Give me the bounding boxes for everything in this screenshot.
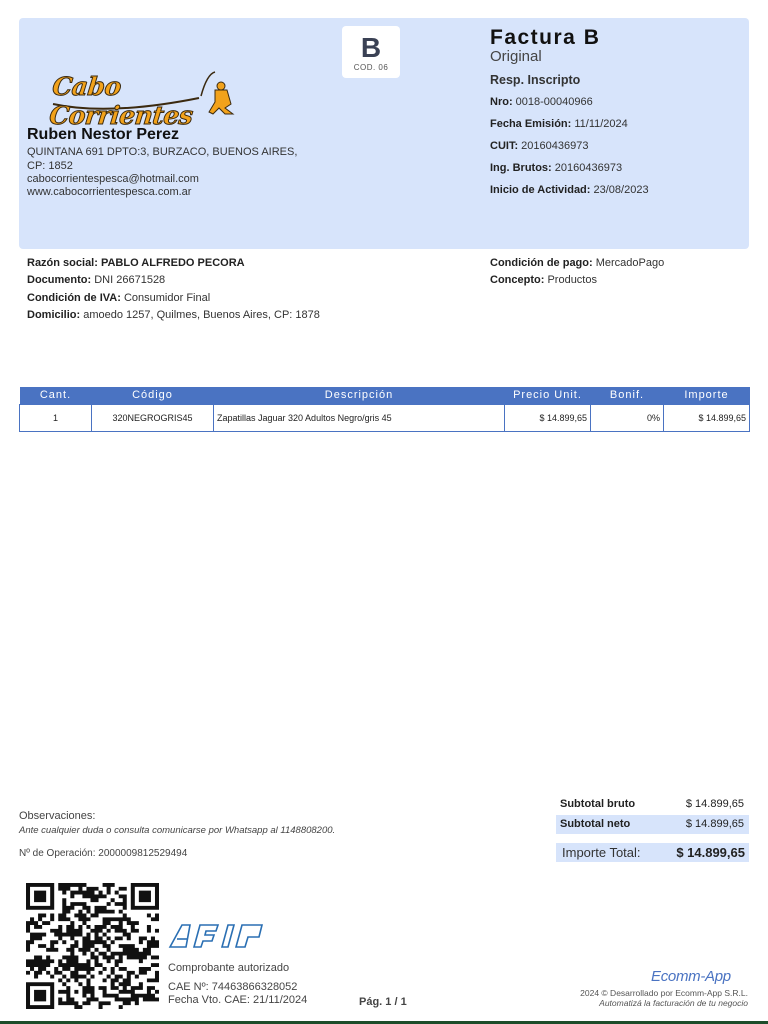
client-razon-value: PABLO ALFREDO PECORA xyxy=(100,257,245,269)
client-pago-label: Condición de pago: xyxy=(490,257,593,269)
observations-text: Ante cualquier duda o consulta comunicarse por Whatsapp al 1148808200. xyxy=(19,825,336,836)
client-pago xyxy=(490,257,664,269)
subtotal-neto-row xyxy=(556,815,749,834)
cell-codigo: 320NEGROGRIS45 xyxy=(92,404,214,431)
total-value: $ 14.899,65 xyxy=(676,845,745,860)
invoice-number xyxy=(490,96,593,108)
client-domicilio-label: Domicilio: xyxy=(27,309,81,321)
header-precio: Precio Unit. xyxy=(505,387,591,404)
issuer-address-line2: CP: 1852 xyxy=(27,160,73,172)
client-concepto-label: Concepto: xyxy=(490,274,545,286)
operation-number xyxy=(19,848,187,859)
client-pago-value: MercadoPago xyxy=(595,257,665,269)
subtotal-bruto-row xyxy=(556,795,749,814)
invoice-resp: Resp. Inscripto xyxy=(490,73,581,87)
client-domicilio xyxy=(27,309,320,321)
invoice-letter-box xyxy=(342,26,400,78)
invoice-inicio-value: 23/08/2023 xyxy=(593,184,649,196)
client-razon xyxy=(27,257,245,269)
invoice-ing-brutos-label: Ing. Brutos: xyxy=(490,162,552,174)
cell-precio: $ 14.899,65 xyxy=(505,404,591,431)
issuer-logo-text: Cabo Corrientes xyxy=(47,72,195,130)
invoice-inicio xyxy=(490,184,649,196)
cae-expiry xyxy=(168,994,307,1006)
client-iva xyxy=(27,292,210,304)
client-domicilio-value: amoedo 1257, Quilmes, Buenos Aires, CP: 1878 xyxy=(83,309,320,321)
issuer-website: www.cabocorrientespesca.com.ar xyxy=(27,186,192,198)
items-table-header xyxy=(20,387,750,404)
subtotal-neto-value: $ 14.899,65 xyxy=(685,818,744,830)
invoice-copy: Original xyxy=(490,48,542,65)
client-document-label: Documento: xyxy=(27,274,92,286)
observations-label: Observaciones: xyxy=(19,810,96,822)
header-descripcion: Descripción xyxy=(214,387,505,404)
cae-number xyxy=(168,981,297,993)
invoice-number-value: 0018-00040966 xyxy=(515,96,593,108)
issuer-email: cabocorrientespesca@hotmail.com xyxy=(27,173,199,185)
qr-code-icon xyxy=(26,883,159,1009)
cell-bonif: 0% xyxy=(591,404,664,431)
cell-cant: 1 xyxy=(20,404,92,431)
table-row xyxy=(20,404,750,431)
invoice-cuit-label: CUIT: xyxy=(490,140,519,152)
client-iva-value: Consumidor Final xyxy=(123,292,211,304)
subtotal-bruto-label: Subtotal bruto xyxy=(560,798,636,810)
invoice-ing-brutos xyxy=(490,162,622,174)
cae-expiry-value: 21/11/2024 xyxy=(253,994,308,1006)
invoice-ing-brutos-value: 20160436973 xyxy=(554,162,623,174)
client-concepto xyxy=(490,274,597,286)
invoice-date xyxy=(490,118,628,130)
cell-descripcion: Zapatillas Jaguar 320 Adultos Negro/gris 45 xyxy=(214,404,505,431)
operation-number-label: Nº de Operación: xyxy=(19,848,96,859)
afip-logo-text: AFIP xyxy=(168,921,171,922)
header-importe: Importe xyxy=(664,387,750,404)
subtotal-neto-label: Subtotal neto xyxy=(560,818,631,830)
cae-expiry-label: Fecha Vto. CAE: xyxy=(168,994,250,1006)
items-table xyxy=(19,387,750,432)
page-number: Pág. 1 / 1 xyxy=(359,996,407,1008)
invoice-title: Factura B xyxy=(490,26,601,49)
cell-importe: $ 14.899,65 xyxy=(664,404,750,431)
client-document-value: DNI 26671528 xyxy=(94,274,166,286)
cae-value: 74463866328052 xyxy=(211,981,298,993)
total-row xyxy=(556,843,749,862)
subtotal-bruto-value: $ 14.899,65 xyxy=(685,798,744,810)
client-iva-label: Condición de IVA: xyxy=(27,292,121,304)
invoice-cuit xyxy=(490,140,588,152)
cae-label: CAE Nº: xyxy=(168,981,209,993)
issuer-address-line1: QUINTANA 691 DPTO:3, BURZACO, BUENOS AIRES, xyxy=(27,146,298,158)
invoice-letter-code: COD. 06 xyxy=(353,63,389,72)
ecomm-app-logo: Ecomm-App xyxy=(651,968,731,985)
header-bonif: Bonif. xyxy=(591,387,664,404)
client-concepto-value: Productos xyxy=(547,274,597,286)
total-label: Importe Total: xyxy=(562,845,641,860)
issuer-name: Ruben Nestor Perez xyxy=(27,126,180,143)
client-document xyxy=(27,274,165,286)
invoice-letter: B xyxy=(360,32,382,63)
invoice-inicio-label: Inicio de Actividad: xyxy=(490,184,591,196)
invoice-cuit-value: 20160436973 xyxy=(521,140,589,152)
developer-tagline: Automatizá la facturación de tu negocio xyxy=(599,998,748,1008)
header-cant: Cant. xyxy=(20,387,92,404)
issuer-logo xyxy=(47,68,239,130)
developer-credit: 2024 © Desarrollado por Ecomm-App S.R.L. xyxy=(580,988,748,998)
invoice-number-label: Nro: xyxy=(490,96,513,108)
authorized-label: Comprobante autorizado xyxy=(168,962,290,974)
afip-logo xyxy=(168,921,268,951)
invoice-date-value: 11/11/2024 xyxy=(574,118,628,130)
operation-number-value: 2000009812529494 xyxy=(98,848,188,859)
client-razon-label: Razón social: xyxy=(27,257,98,269)
invoice-date-label: Fecha Emisión: xyxy=(490,118,572,130)
header-codigo: Código xyxy=(92,387,214,404)
